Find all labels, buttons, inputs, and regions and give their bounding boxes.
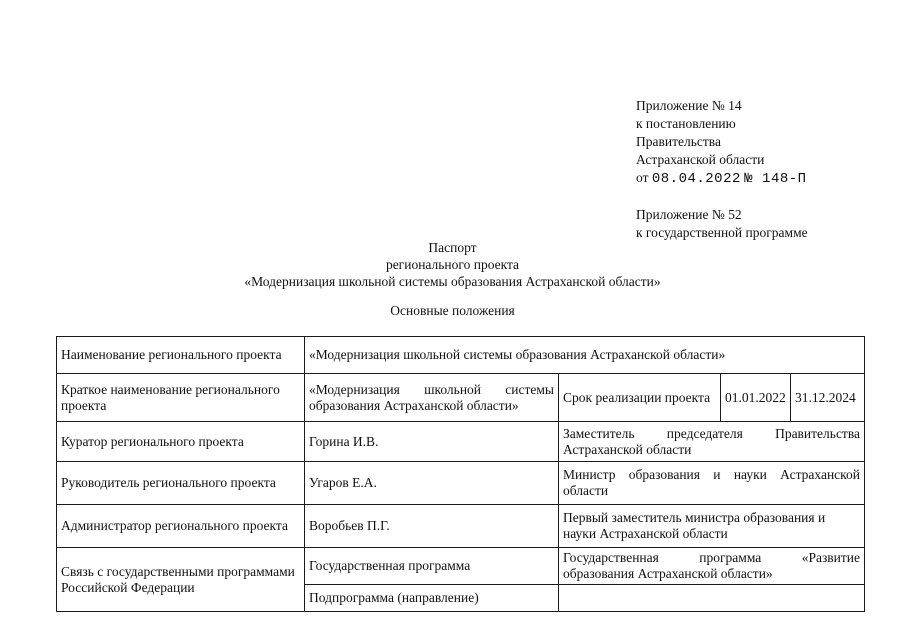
appendix-52-block — [636, 206, 808, 242]
section-heading: Основные положения — [390, 303, 515, 318]
curator-name: Горина И.В. — [305, 422, 559, 462]
subprogram-label: Подпрограмма (направление) — [305, 585, 559, 612]
resolution-number: № 148-П — [744, 171, 807, 187]
title-line-3: «Модернизация школьной системы образования Астраханской области» — [244, 274, 661, 289]
table-row — [57, 422, 865, 462]
title-line-1: Паспорт — [428, 240, 477, 255]
term-label: Срок реализации проекта — [559, 374, 721, 422]
table-row — [57, 462, 865, 505]
row-label-administrator: Администратор регионального проекта — [57, 505, 305, 548]
appendix-14-line2: к постановлению — [636, 116, 736, 131]
curator-position: Заместитель председателя Правительства Астраханской области — [559, 422, 865, 462]
row-label-program-links: Связь с государственными программами Российской Федерации — [57, 548, 305, 612]
row-label-short-name: Краткое наименование регионального проекта — [57, 374, 305, 422]
resolution-date: 08.04.2022 — [651, 171, 741, 187]
term-end-date: 31.12.2024 — [791, 374, 865, 422]
appendix-52-line2: к государственной программе — [636, 225, 808, 240]
short-name-value: «Модернизация школьной системы образования Астраханской области» — [305, 374, 559, 422]
row-label-curator: Куратор регионального проекта — [57, 422, 305, 462]
table-row — [57, 337, 865, 374]
administrator-position: Первый заместитель министра образования и науки Астраханской области — [559, 505, 865, 548]
term-start-date: 01.01.2022 — [721, 374, 791, 422]
appendix-52-title: Приложение № 52 — [636, 207, 742, 222]
administrator-name: Воробьев П.Г. — [305, 505, 559, 548]
document-title — [0, 239, 905, 290]
table-row — [57, 505, 865, 548]
appendix-14-line4: Астраханской области — [636, 152, 765, 167]
appendix-14-line3: Правительства — [636, 134, 721, 149]
head-position: Министр образования и науки Астраханской области — [559, 462, 865, 505]
appendix-14-title: Приложение № 14 — [636, 98, 742, 113]
row-label-project-name: Наименование регионального проекта — [57, 337, 305, 374]
appendix-14-date-line — [636, 169, 807, 187]
project-passport-table — [56, 336, 865, 612]
date-prefix: от — [636, 170, 649, 185]
table-row — [57, 548, 865, 585]
project-name-value: «Модернизация школьной системы образования Астраханской области» — [305, 337, 865, 374]
program-label: Государственная программа — [305, 548, 559, 585]
title-line-2: регионального проекта — [385, 257, 520, 272]
row-label-head: Руководитель регионального проекта — [57, 462, 305, 505]
table-row — [57, 374, 865, 422]
appendix-14-block — [636, 97, 807, 187]
program-value: Государственная программа «Развитие образования Астраханской области» — [559, 548, 865, 585]
head-name: Угаров Е.А. — [305, 462, 559, 505]
subprogram-value — [559, 585, 865, 612]
